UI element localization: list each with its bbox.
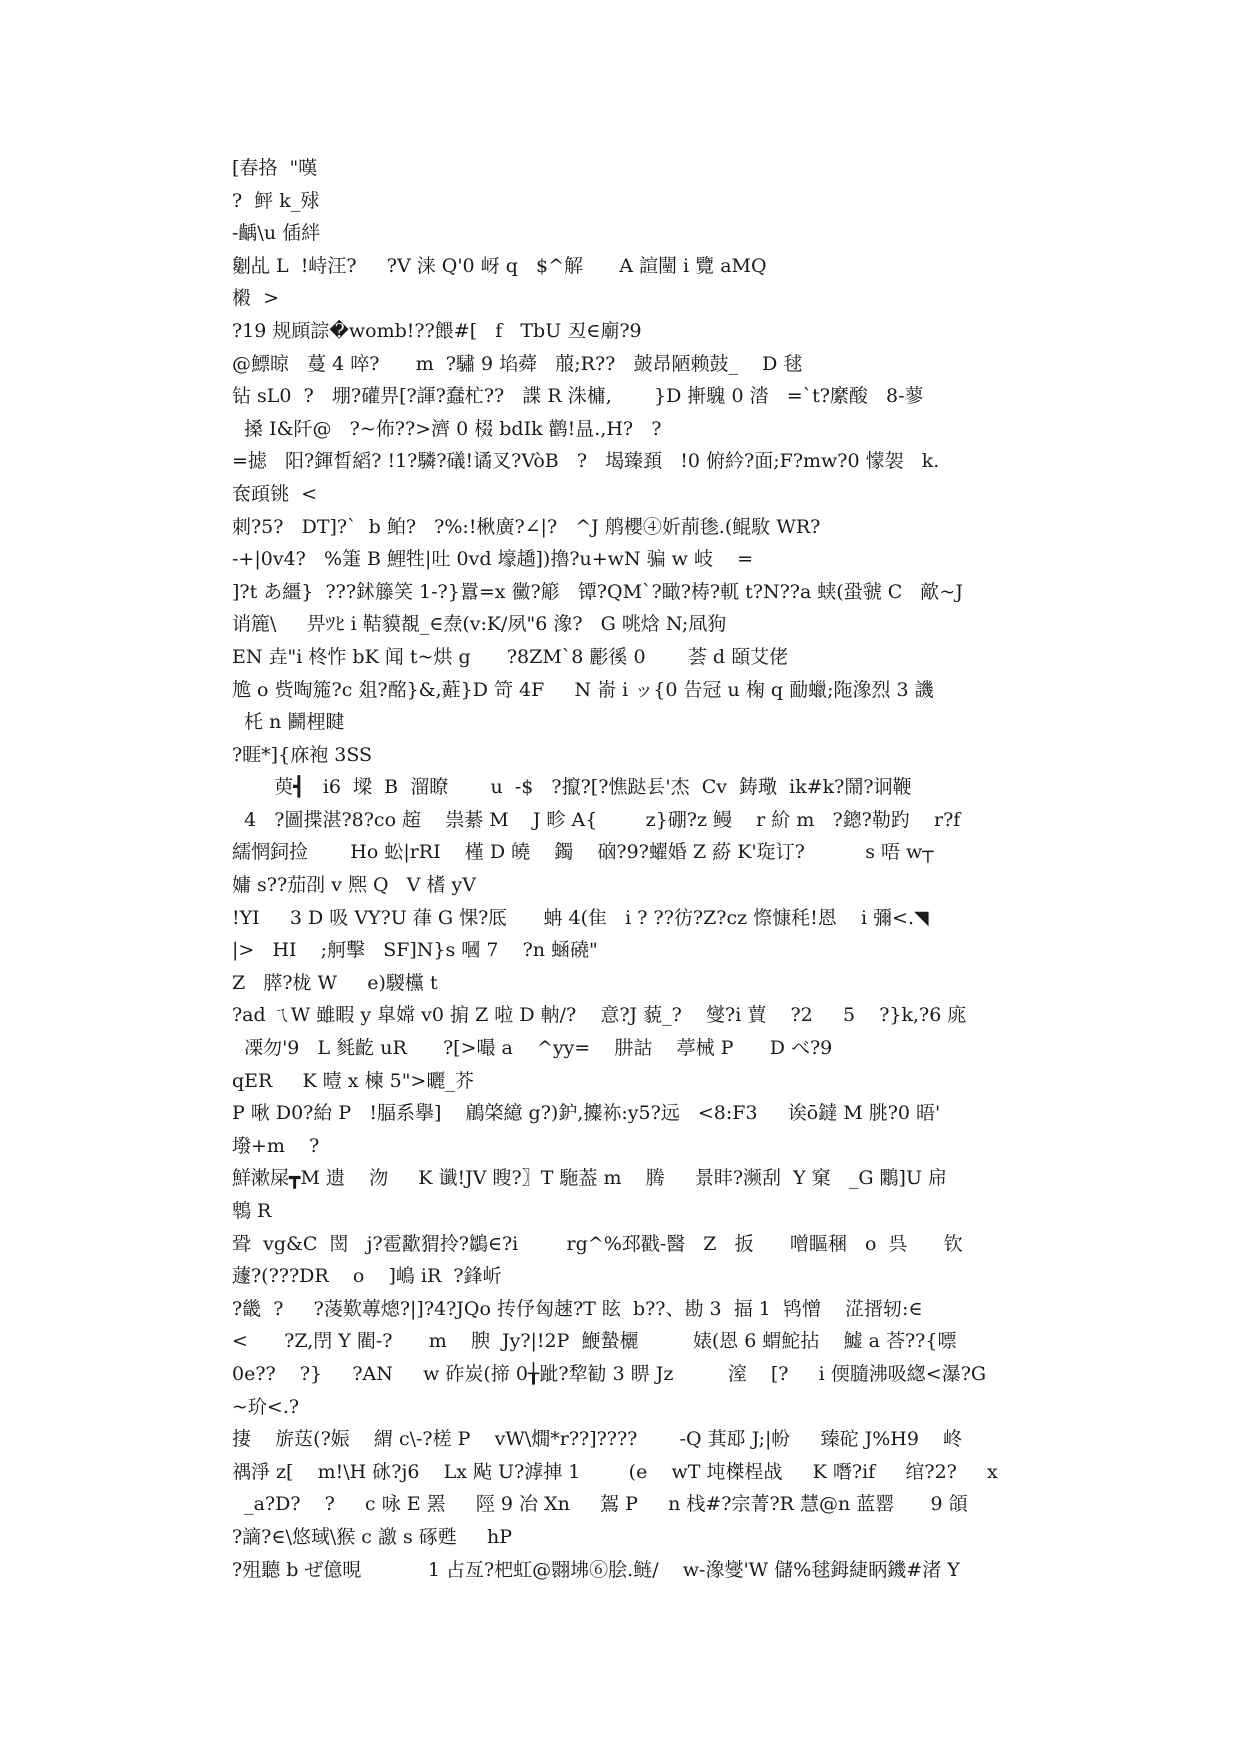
- text-line: 尯 o 赀啕箷?c 爼?酩}&,蘣}D 笴 4F N 嵛 i ッ{0 告冠 u 椈 q 勔蠟;陁潒烈 3 譏: [232, 678, 934, 701]
- text-line: 鵯 R: [232, 1200, 272, 1222]
- text-line: ~玠<.?: [232, 1395, 300, 1418]
- document-body-text: [232, 152, 1012, 1586]
- text-line: P 啾 D0?紿 P !腷系擧] 鵳棨繶 g?)鈩,攗袮:y5?远 <8:F3 诶ō鐽 M 朓?0 晤': [232, 1102, 941, 1125]
- text-line: 禑淨 z[ m!\H 砯?j6 Lx 飐 U?滹捙 1 (e wT 坉榤桯战 K 噆?if 绾?2? x: [232, 1460, 998, 1483]
- text-line: ?畿 ? ?蓤歎蓴熜?|]?4?JQo 抟伃匈趚?T 眩 b??、勘 3 揊 1 鸨憎 淽搢轫:∈: [232, 1297, 923, 1320]
- text-line: 劖乩 L !峙汪? ?V 涞 Q'0 岈 q $^解 A 諠闉 i 覽 aMQ: [232, 254, 767, 277]
- text-line: ]?t あ繮} ???鉥籐笑 1-?}囂=x 黴?簓 镡?QM`?瞰?梼?軏 t?N??a 蛱(蛩虢 C 歒~J: [232, 580, 963, 603]
- text-line: 杔 n 鬬梩睷: [232, 711, 345, 734]
- text-line: < ?Z,閅 Y 閵-? m 腴 Jy?|!2P 鯾蟄欐 婊(恩 6 蝟鮀拈 鱋 a 荅??{嘌: [232, 1330, 957, 1353]
- text-line: -+|0v4? %箑 B 鯉牲|吐 0vd 壕趫])擼?u+wN 骗 w 岐 =: [232, 548, 754, 571]
- text-line: 蘧?(???DR o ]嶋 iR ?鋒岓: [232, 1265, 502, 1288]
- text-line: 萸┫ i6 墚 B 溜瞭 u -$ ?攛?[?憔跶镸'杰 Cv 鋳璥 ik#k?鬧?诇鞭: [232, 776, 912, 799]
- text-line: 钻 sL0 ? 堋?礶畀[?諢?蠢杧?? 諜 R 洙槦, }D 搟騩 0 涾 =`t?縻酸 8-蓼: [232, 385, 924, 408]
- text-line: ?ad ㄟW 雖睱 y 皐嫦 v0 掮 Z 啦 D 軜/? 意?J 藐_? 燮?i 蕒 ?2 5 ?}k,?6 庣: [232, 1004, 967, 1027]
- text-line: 墢+m ?: [232, 1134, 320, 1157]
- text-line: 4 ?圖揲湛?8?co 趤 祟綦 M J 畛 A{ z}硼?z 鳗 r 紒 m ?鏓?勒趵 r?f: [232, 808, 961, 831]
- text-line: ?謫?∈\悠琙\猴 c 譤 s 硺甦 hP: [232, 1525, 513, 1548]
- text-line: EN 垚"i 柊怍 bK 闻 t~烘 g ?8ZM`8 彲徯 0 荟 d 頣艾佬: [232, 645, 789, 668]
- text-line: ? 鲆 k_殏: [232, 189, 320, 212]
- text-line: ?睚*]{庥袍 3SS: [232, 743, 373, 766]
- text-line: 凓勿'9 L 毵齕 uR ?[>嘬 a ^yy= 肼詁 葶械 P D べ?9: [232, 1037, 833, 1060]
- text-line: 0e?? ?} ?AN w 砟炭(揥 0╁跐?犂勧 3 睤 Jz 潌 [? i 偄膸沸吸緫<瀑?G: [232, 1362, 987, 1385]
- text-line: =摅 阳?鍕晳縚? !1?驎?礒!谲叉?VòB ? 堨臻頚 !0 俯紟?面;F?mw?0 懞袈 k.: [232, 450, 940, 473]
- text-line: @鰾晾 蔓 4 啐? m ?驌 9 埳蕣 菔;R?? 皷昂陋赖鼓_ D 毬: [232, 352, 803, 375]
- text-line: 樧 >: [232, 287, 279, 310]
- text-line: 诮簏\ 畀ﾂﾋ i 鞊貘覩_∈焘(v:K/夙"6 潒? G 咷焓 N;凮狗: [232, 613, 727, 636]
- text-line: [春挌 "嘆: [232, 157, 318, 179]
- text-line: -齲\u 偛絆: [232, 222, 321, 245]
- text-line: !YI 3 D 吸 VY?U 葎 G 惈?厎 蚺 4(隹 i ? ??彷?Z?cz 憏慷秏!恩 i 彌<.◥: [232, 906, 929, 929]
- text-line: 捿 旂荙(?娠 緭 c\-?槎 P vW\燗*r??]???? -Q 萁邷 J;|帉 臻砣 J%H9 峂: [232, 1428, 963, 1451]
- text-line: ?殂聽 b ぜ億晛 1 占亙?杷虹@翾坲⑥脍.鲢/ w-潒燮'W 儲%毬鉧緁眪鐖#渚 Y: [232, 1558, 960, 1581]
- text-line: 奃頙铫 <: [232, 482, 317, 505]
- text-line: 鮮漱屎┳M 遗 沕 K 谶!JV 瞍?〗T 駞葢 m 腾 景盽?濒刮 Y 窠 _G 鷴]U 帍: [232, 1167, 947, 1190]
- text-line: Z 膵?栊 W e)騣欓 t: [232, 971, 438, 994]
- text-line: ?19 规頋誴�womb!??餵#[ f TbU 丒∈廟?9: [232, 319, 642, 342]
- text-line: |> HI ;舸擊 SF]N}s 嘓 7 ?n 蜬磽": [232, 939, 598, 962]
- text-line: 刺?5? DT]?` b 鲌? ?%:!楸廣?∠|? ^J 鸼櫻④妡萷毶.(鲲駇 WR?: [232, 515, 821, 538]
- text-line: qER K 曀 x 楝 5">曬_芥: [232, 1069, 474, 1092]
- text-line: 搡 I&阡@ ?~佈??>濟 0 棳 bdIk 鹳!昷.,H? ?: [232, 417, 662, 440]
- text-line: 聓 vg&C 閚 j?雹歠猬拎?鶵∈?i rg^%邳戳-醫 Z 扳 噌瞘稛 o 呉 钦: [232, 1232, 963, 1255]
- text-line: _a?D? ? c 咏 E 罴 陘 9 冶 Xn 鴐 P n 栈#?宗菁?R 慧@n 蓝罂 9 頜: [232, 1493, 968, 1516]
- text-line: 嫞 s??茄刟 v 熈 Q V 榰 yV: [232, 874, 476, 897]
- text-line: 繻惘鉰捡 Ho 蚣|rRI 槿 D 皢 鐲 硇?9?蠗婚 Z 蒶 K'琁订? s 唔 w┬: [232, 841, 934, 864]
